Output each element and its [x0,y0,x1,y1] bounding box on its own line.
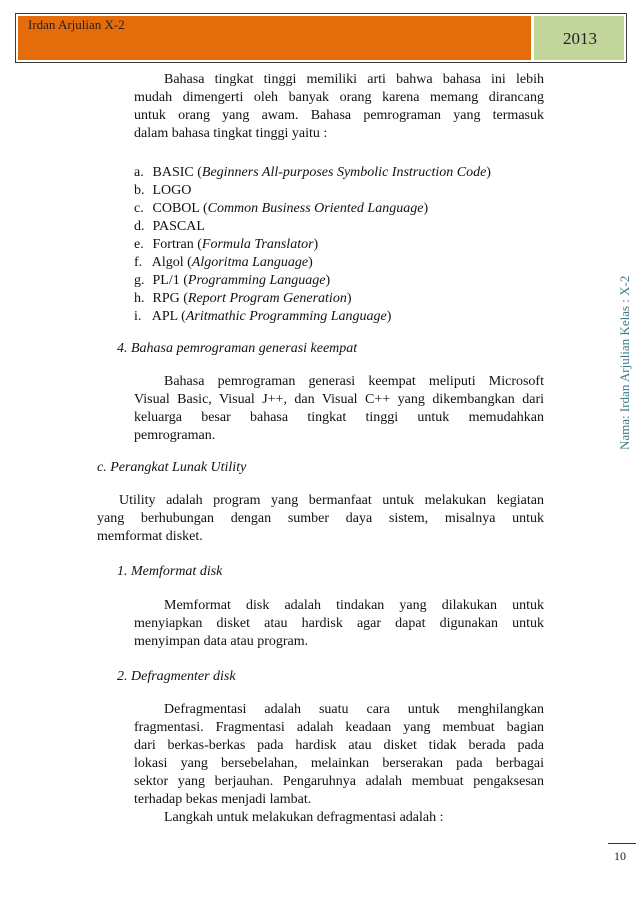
list-item: d. PASCAL [134,219,205,234]
footer-rule [608,843,636,844]
list-item: a. BASIC (Beginners All-purposes Symbolic Instruction Code) [134,165,491,180]
sub2-paragraph [134,701,544,827]
intro-line: Bahasa tingkat tinggi memiliki arti bahwa bahasa ini lebih [164,72,544,87]
paragraph-line: terhadap bekas menjadi lambat. [134,792,312,807]
paragraph-line: menyimpan data atau program. [134,634,309,649]
paragraph-line: sektor yang berjauhan. Pengaruhnya adalah membuat pengaksesan [134,774,544,789]
sub1-paragraph [134,597,544,651]
header-author: Irdan Arjulian X-2 [28,17,125,32]
paragraph-line: memformat disket. [97,529,203,544]
list-item: f. Algol (Algoritma Language) [134,255,313,270]
list-item: b. LOGO [134,183,192,198]
intro-line: dalam bahasa tingkat tinggi yaitu : [134,126,328,141]
list-item: i. APL (Aritmathic Programming Language) [134,309,392,324]
subsection-heading: 1. Memformat disk [117,564,223,579]
section-heading: 4. Bahasa pemrograman generasi keempat [117,341,358,356]
intro-line: mudah dimengerti oleh banyak orang karena memang dirancang [134,90,544,105]
subsection-heading: 2. Defragmenter disk [117,669,236,684]
paragraph-line: menyiapkan disket atau hardisk agar dapat digunakan untuk [134,616,544,631]
list-item: e. Fortran (Formula Translator) [134,237,319,252]
paragraph-line: Visual Basic, Visual J++, dan Visual C++ yang dikembangkan dari [134,392,544,407]
paragraph-line: yang berhubungan dengan sumber daya sistem, misalnya untuk [97,511,544,526]
paragraph-line: Memformat disk adalah tindakan yang dilakukan untuk [164,598,544,613]
paragraph-line: dari berkas-berkas pada hardisk atau disket tidak berada pada [134,738,544,753]
intro-line: untuk orang yang awam. Bahasa pemrograman yang termasuk [134,108,544,123]
header-year: 2013 [563,29,597,48]
paragraph-line: pemrograman. [134,428,216,443]
paragraph-line: fragmentasi. Fragmentasi adalah keadaan yang membuat bagian [134,720,544,735]
paragraph-line: Utility adalah program yang bermanfaat untuk melakukan kegiatan [119,493,544,508]
paragraph-line: Defragmentasi adalah suatu cara untuk menghilangkan [164,702,544,717]
section-heading: c. Perangkat Lunak Utility [97,460,247,475]
paragraph-line: Langkah untuk melakukan defragmentasi adalah : [164,810,444,825]
paragraph-line: lokasi yang bersebelahan, melainkan berserakan pada berbagai [134,756,544,771]
list-item: c. COBOL (Common Business Oriented Language) [134,201,429,216]
intro-paragraph [134,71,544,143]
list-item: g. PL/1 (Programming Language) [134,273,331,288]
list-item: h. RPG (Report Program Generation) [134,291,352,306]
side-label: Nama: Irdan Arjulian Kelas : X-2 [617,275,632,450]
page-number: 10 [614,849,626,863]
paragraph-line: Bahasa pemrograman generasi keempat meliputi Microsoft [164,374,544,389]
sectionC-paragraph [97,492,544,546]
paragraph-line: keluarga besar bahasa tingkat tinggi untuk memudahkan [134,410,544,425]
section4-paragraph [134,373,544,445]
